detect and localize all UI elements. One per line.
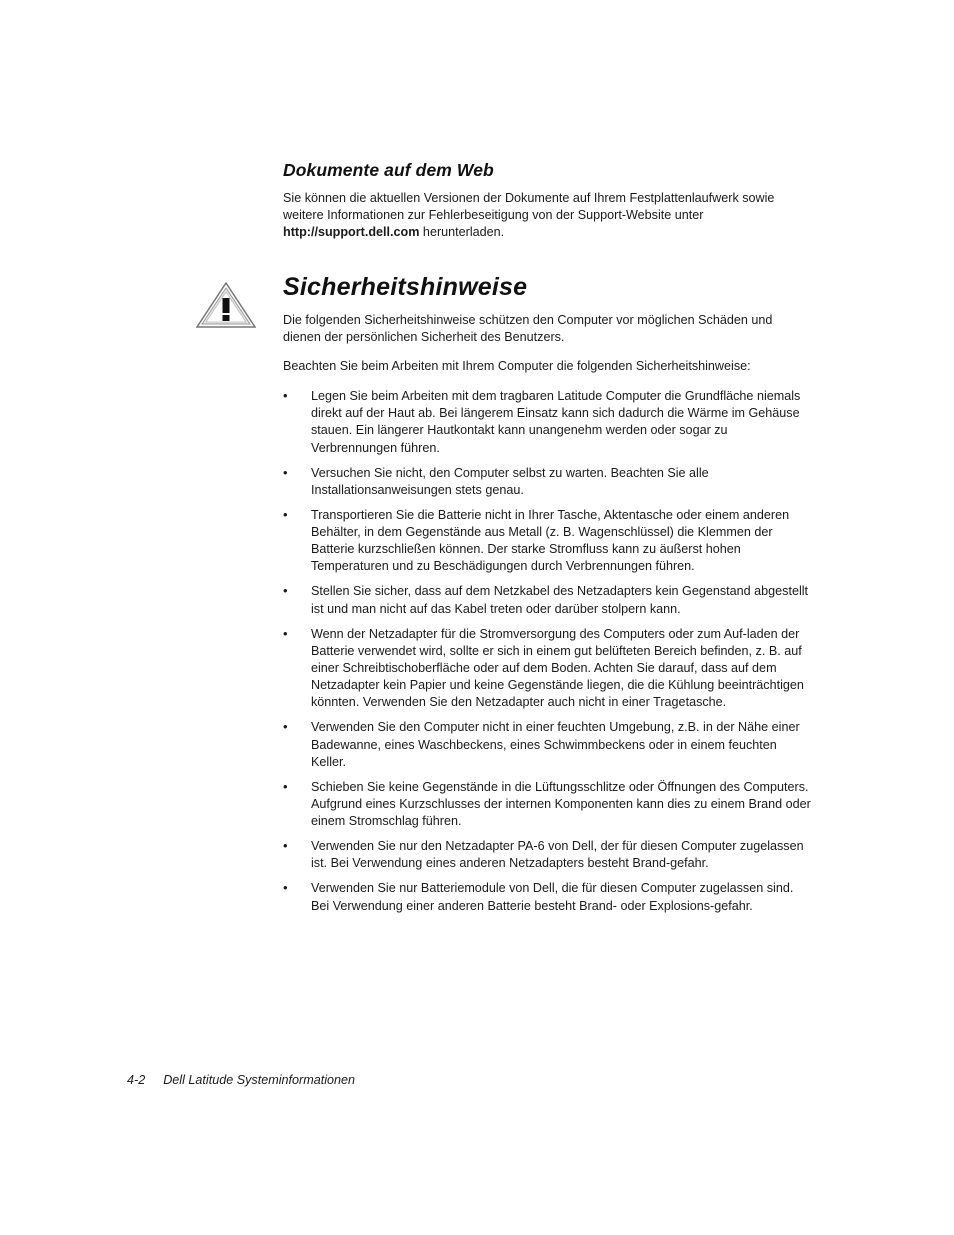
main-content: [283, 160, 813, 923]
list-item: • Verwenden Sie nur den Netzadapter PA-6 von Dell, der für diesen Computer zugelassen ist. Bei Verwendung eines anderen Netzadapters besteht Brand-gefahr.: [283, 838, 804, 871]
bullet-icon: •: [283, 838, 288, 854]
bullet-icon: •: [283, 778, 288, 794]
safety-lead: Beachten Sie beim Arbeiten mit Ihrem Computer die folgenden Sicherheitshinweise:: [283, 359, 751, 373]
list-item: • Transportieren Sie die Batterie nicht in Ihrer Tasche, Aktentasche oder einem anderen Behälter, in dem Gegenstände aus Metall (z. B. Wagenschlüssel) die Klemmen der Batterie kurzschließen können. Der starke Stromfluss kann zu äußerst hohen Temperaturen und zu Beschädigungen durch Verbrennungen führen.: [283, 506, 790, 574]
support-link[interactable]: http://support.dell.com: [283, 225, 420, 239]
list-item: • Wenn der Netzadapter für die Stromversorgung des Computers oder zum Auf-laden der Batterie verwendet wird, sollte er sich in einem gut belüfteten Bereich befinden, z. B. auf einer Schreibtischoberfläche oder auf dem Boden. Achten Sie darauf, dass auf dem Netzadapter kein Papier und keine Gegenstände liegen, die die Kühlung beeinträchtigen könnten. Verwenden Sie den Netzadapter auch nicht in einer Tragetasche.: [283, 625, 804, 710]
bullet-icon: •: [283, 625, 288, 641]
list-item: • Legen Sie beim Arbeiten mit dem tragbaren Latitude Computer die Grundfläche niemals direkt auf der Haut ab. Bei längerem Einsatz kann sich dadurch die Wärme im Gehäuse stauen. Ein längerer Hautkontakt kann unangenehm werden oder sogar zu Verbrennungen führen.: [283, 388, 801, 455]
bullet-icon: •: [283, 880, 288, 896]
safety-intro: Die folgenden Sicherheitshinweise schützen den Computer vor möglichen Schäden und dienen der persönlichen Sicherheit des Benutzers.: [283, 313, 773, 344]
safety-section-heading: Sicherheitshinweise: [283, 273, 528, 301]
page-number: 4-2: [127, 1073, 146, 1087]
footer-title: Dell Latitude Systeminformationen: [163, 1073, 356, 1087]
bullet-icon: •: [283, 583, 288, 599]
safety-list: [283, 388, 813, 915]
list-item: • Versuchen Sie nicht, den Computer selbst zu warten. Beachten Sie alle Installationsanweisungen stets genau.: [283, 464, 709, 497]
web-section-heading: Dokumente auf dem Web: [283, 160, 494, 180]
list-item: • Stellen Sie sicher, dass auf dem Netzkabel des Netzadapters kein Gegenstand abgestellt ist und man nicht auf das Kabel treten oder darüber stolpern kann.: [283, 583, 809, 616]
warning-triangle-icon: [196, 282, 256, 328]
list-item: • Verwenden Sie den Computer nicht in einer feuchten Umgebung, z.B. in der Nähe einer Badewanne, eines Waschbeckens, eines Schwimmbeckens oder in einem feuchten Keller.: [283, 719, 800, 769]
list-item: • Verwenden Sie nur Batteriemodule von Dell, die für diesen Computer zugelassen sind. Bei Verwendung einer anderen Batterie besteht Brand- oder Explosions-gefahr.: [283, 880, 794, 913]
page-footer: [127, 1073, 355, 1087]
web-section-paragraph: Sie können die aktuellen Versionen der Dokumente auf Ihrem Festplattenlaufwerk sowie weitere Informationen zur Fehlerbeseitigung von der Support-Website unter http://support.dell.com herunterladen.: [283, 191, 775, 239]
bullet-icon: •: [283, 719, 288, 735]
list-item: • Schieben Sie keine Gegenstände in die Lüftungsschlitze oder Öffnungen des Computers. Aufgrund eines Kurzschlusses der internen Komponenten kann dies zu einem Brand oder einem Stromschlag führen.: [283, 778, 811, 829]
bullet-icon: •: [283, 464, 288, 480]
bullet-icon: •: [283, 388, 288, 403]
bullet-icon: •: [283, 506, 288, 522]
